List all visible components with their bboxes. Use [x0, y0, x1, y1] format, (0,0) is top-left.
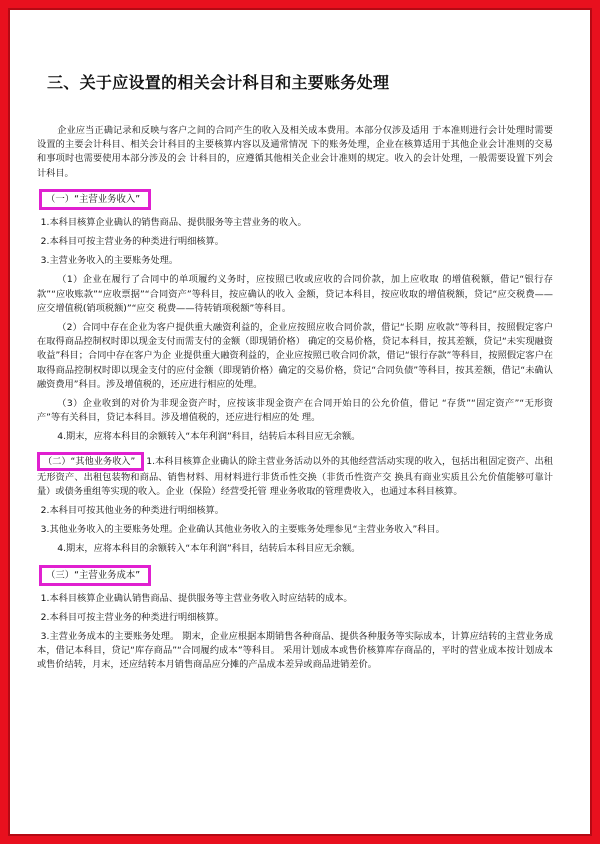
section1-item-3: 3.主营业务收入的主要账务处理。	[40, 255, 179, 267]
section3-item-3: 3.主营业务成本的主要账务处理。 期末，企业应根据本期销售各种商品、提供各种服务等实际成本，计算应结转的主营业务成本，借记本科目，贷记“库存商品”“合同履约成本”等科目。 采用计划成本或售价核算库存商品的，平时的营业成本按计划成本或售价结转，月末，还应结转本月销售商品应分摊的产品成本差异或商品进销差价。	[37, 631, 553, 671]
page-title: 三、关于应设置的相关会计科目和主要账务处理	[47, 73, 390, 92]
section3-item-1: 1.本科目核算企业确认销售商品、提供服务等主营业务收入时应结转的成本。	[40, 592, 353, 604]
section2-item-3: 3.其他业务收入的主要账务处理。企业确认其他业务收入的主要账务处理参见“主营业务收入”科目。	[40, 524, 445, 536]
document-body	[37, 124, 553, 678]
section1-item-1: 1.本科目核算企业确认的销售商品、提供服务等主营业务的收入。	[40, 216, 307, 228]
section2-item-2: 2.本科目可按其他业务的种类进行明细核算。	[40, 505, 224, 517]
section2-item-1: 1.本科目核算企业确认的除主营业务活动以外的其他经营活动实现的收入，包括出租固定资产、出租无形资产、出租包装物和商品、销售材料、用材料进行非货币性交换（非货币性资产交 换具有商业实质且公允价值能够可靠计量）或债务重组等实现的收入。企业（保险）经营受托管 理业务收取的管理费收入，也通过本科目核算。	[37, 455, 553, 497]
section1-item-2: 2.本科目可按主营业务的种类进行明细核算。	[40, 236, 224, 248]
document-page	[33, 62, 556, 764]
section2-first-paragraph	[37, 452, 553, 499]
section3-heading: （三）“主营业务成本”	[39, 565, 151, 586]
section2-item-4: 4.期末，应将本科目的余额转入“本年利润”科目，结转后本科目应无余额。	[57, 543, 361, 555]
page-cutoff	[33, 756, 556, 764]
section1-sub-3: （3）企业收到的对价为非现金资产时，应按该非现金资产在合同开始日的公允价值，借记 “存货”“固定资产”“无形资产”等有关科目，贷记本科目。涉及增值税的，还应进行相应的处 理。	[37, 398, 553, 424]
intro-paragraph: 企业应当正确记录和反映与客户之间的合同产生的收入及相关成本费用。本部分仅涉及适用 于本准则进行会计处理时需要设置的主要会计科目、相关会计科目的主要核算内容以及通常情况 下的账务处理，企业在核算适用于其他企业会计准则的交易和事项时也需要使用本部分涉及的会 计科目的，应遵循其他相关企业会计准则的规定。收入的会计处理，一般需要设置下列会计科目。	[37, 125, 553, 179]
section3-item-2: 2.本科目可按主营业务的种类进行明细核算。	[40, 611, 224, 623]
section2-heading: （二）“其他业务收入”	[37, 452, 144, 471]
section1-sub-2: （2）合同中存在企业为客户提供重大融资利益的，企业应按照应收合同价款，借记“长期 应收款”等科目，按照假定客户在取得商品控制权时即以现金支付而需支付的金额（即现销价格） 确定的交易价格，贷记本科目，按其差额，贷记“未实现融资收益”科目；合同中存在客户为企 业提供重大融资利益的，企业应按照已收合同价款，借记“银行存款”等科目，按照假定客户在 取得商品控制权时即以现金支付的应付金额（即现销价格）确定的交易价格，贷记“合同负债”等科目，按其差额，借记“未确认融资费用”科目。涉及增值税的，还应进行相应的处理。	[37, 322, 553, 390]
section1-sub-1: （1）企业在履行了合同中的单项履约义务时，应按照已收或应收的合同价款，加上应收取 的增值税额，借记“银行存款”“应收账款”“应收票据”“合同资产”等科目，按应确认的收入 金额，贷记本科目，按应收取的增值税额，贷记“应交税费——应交增值税(销项税额)”“应交 税费——待转销项税额”等科目。	[37, 274, 553, 314]
section1-item-4: 4.期末，应将本科目的余额转入“本年利润”科目，结转后本科目应无余额。	[57, 431, 361, 443]
section1-heading: （一）“主营业务收入”	[39, 189, 151, 210]
